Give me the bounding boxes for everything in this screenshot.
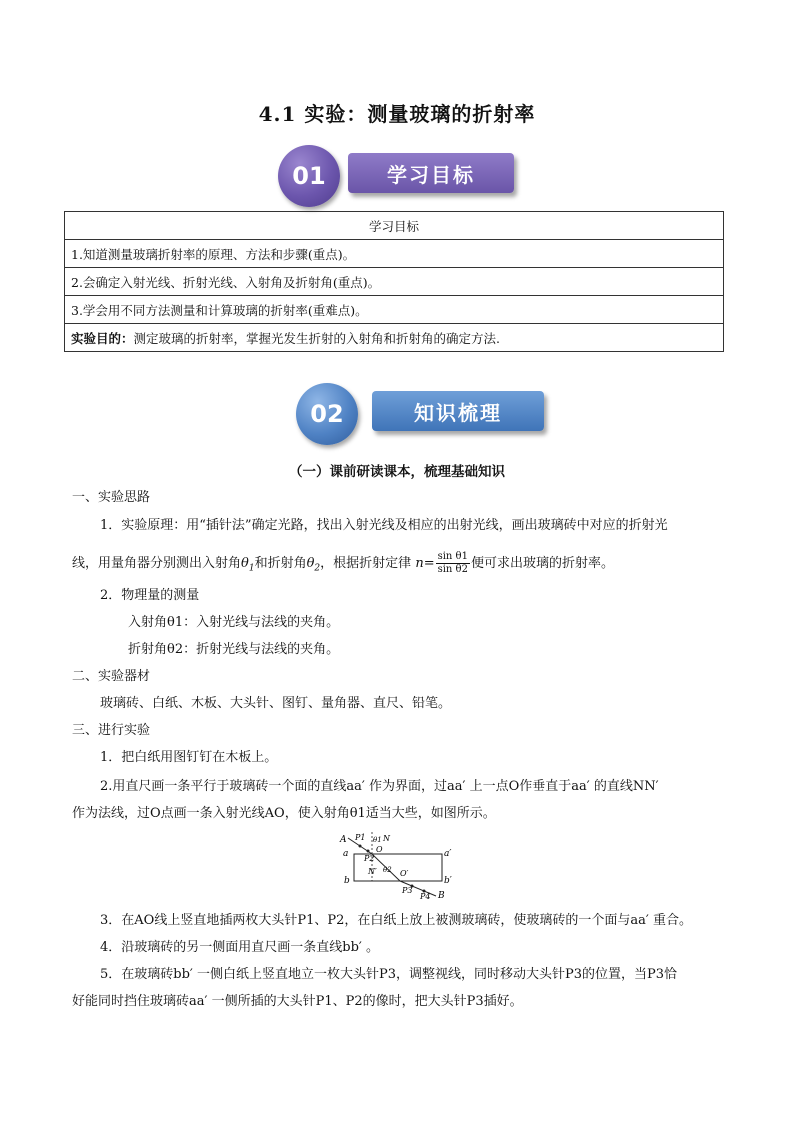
label-N-prime: N′ xyxy=(368,867,377,876)
page-title: 4.1 实验：测量玻璃的折射率 xyxy=(258,102,536,126)
label-a-prime: a′ xyxy=(444,849,452,859)
goals-table xyxy=(64,211,724,352)
goal-item: 1.知道测量玻璃折射率的原理、方法和步骤(重点)。 xyxy=(65,240,724,268)
label-b: b xyxy=(344,876,350,886)
goals-table-header: 学习目标 xyxy=(65,212,724,240)
label-b-prime: b′ xyxy=(444,876,452,886)
goal-item: 3.学会用不同方法测量和计算玻璃的折射率(重难点)。 xyxy=(65,296,724,324)
label-B: B xyxy=(438,891,445,900)
pin-p2 xyxy=(367,850,370,853)
section-banner-goals xyxy=(278,145,518,205)
fraction-numerator: sin θ1 xyxy=(437,551,468,562)
step-5-line2: 好能同时挡住玻璃砖aa′ 一侧所插的大头针P1、P2的像时，把大头针P3插好。 xyxy=(72,994,523,1009)
step-2-line1: 2.用直尺画一条平行于玻璃砖一个面的直线aa′ 作为界面，过aa′ 上一点O作垂直于aa′ 的直线NN′ xyxy=(100,779,659,794)
paragraph-principle-line1: 1．实验原理：用“插针法”确定光路，找出入射光线及相应的出射光线，画出玻璃砖中对应的折射光 xyxy=(100,518,668,533)
purpose-text: 测定玻璃的折射率，掌握光发生折射的入射角和折射角的确定方法. xyxy=(133,330,500,346)
text: ，根据折射定律 xyxy=(320,556,412,571)
pin-p1 xyxy=(359,845,362,848)
purpose-label: 实验目的： xyxy=(71,330,134,346)
section-label: 学习目标 xyxy=(348,153,514,193)
fraction-denominator: sin θ2 xyxy=(437,564,468,575)
section-number-badge: 02 xyxy=(296,383,358,445)
subheading: （一）课前研读课本，梳理基础知识 xyxy=(289,464,505,480)
section-number-badge: 01 xyxy=(278,145,340,207)
theta1-symbol: $\theta_1$ xyxy=(241,556,255,574)
label-theta1: θ1 xyxy=(373,836,382,844)
refraction-diagram xyxy=(336,828,466,900)
purpose-row xyxy=(65,324,724,352)
section-label: 知识梳理 xyxy=(372,391,544,431)
paragraph-incident-angle: 入射角θ1：入射光线与法线的夹角。 xyxy=(128,615,340,630)
label-P3: P3 xyxy=(402,886,413,895)
paragraph-principle-line2: 线，用量角器分别测出入射角$\theta_1$和折射角$\theta_2$，根据折射定律 n= $\frac{\text{sin θ1}}{\text{sin θ2}}$ 便可求出玻璃的折射率。 xyxy=(72,551,614,575)
label-P2: P2 xyxy=(364,854,375,863)
label-O-prime: O′ xyxy=(400,869,409,878)
label-N: N xyxy=(383,834,390,843)
step-2-line2: 作为法线，过O点画一条入射光线AO，使入射角θ1适当大些，如图所示。 xyxy=(72,806,496,821)
heading-procedure: 三、进行实验 xyxy=(72,723,151,738)
step-1: 1．把白纸用图钉钉在木板上。 xyxy=(100,750,278,765)
label-O: O xyxy=(376,845,383,854)
heading-experiment-idea: 一、实验思路 xyxy=(72,490,151,505)
n-symbol: n xyxy=(415,556,424,571)
label-P1: P1 xyxy=(355,833,366,842)
paragraph-refraction-angle: 折射角θ2：折射光线与法线的夹角。 xyxy=(128,642,340,657)
text: 线，用量角器分别测出入射角 xyxy=(72,556,242,571)
theta2-symbol: $\theta_2$ xyxy=(306,556,321,574)
label-A: A xyxy=(340,835,347,845)
goal-item: 2.会确定入射光线、折射光线、入射角及折射角(重点)。 xyxy=(65,268,724,296)
paragraph-measurement: 2．物理量的测量 xyxy=(100,588,200,603)
section-banner-knowledge xyxy=(296,383,546,443)
label-a: a xyxy=(343,849,349,859)
text: 和折射角 xyxy=(254,556,307,571)
step-5-line1: 5．在玻璃砖bb′ 一侧白纸上竖直地立一枚大头针P3，调整视线，同时移动大头针P3的位置，当P3恰 xyxy=(100,967,678,982)
label-P4: P4 xyxy=(420,892,431,900)
heading-equipment: 二、实验器材 xyxy=(72,669,151,684)
label-theta2: θ2 xyxy=(383,866,392,874)
step-4: 4．沿玻璃砖的另一侧面用直尺画一条直线bb′ 。 xyxy=(100,940,379,955)
text: 便可求出玻璃的折射率。 xyxy=(470,556,614,571)
snell-fraction xyxy=(436,551,470,576)
step-3: 3．在AO线上竖直地插两枚大头针P1、P2，在白纸上放上被测玻璃砖，使玻璃砖的一个面与aa′ 重合。 xyxy=(100,913,692,928)
paragraph-equipment: 玻璃砖、白纸、木板、大头针、图钉、量角器、直尺、铅笔。 xyxy=(100,696,452,711)
